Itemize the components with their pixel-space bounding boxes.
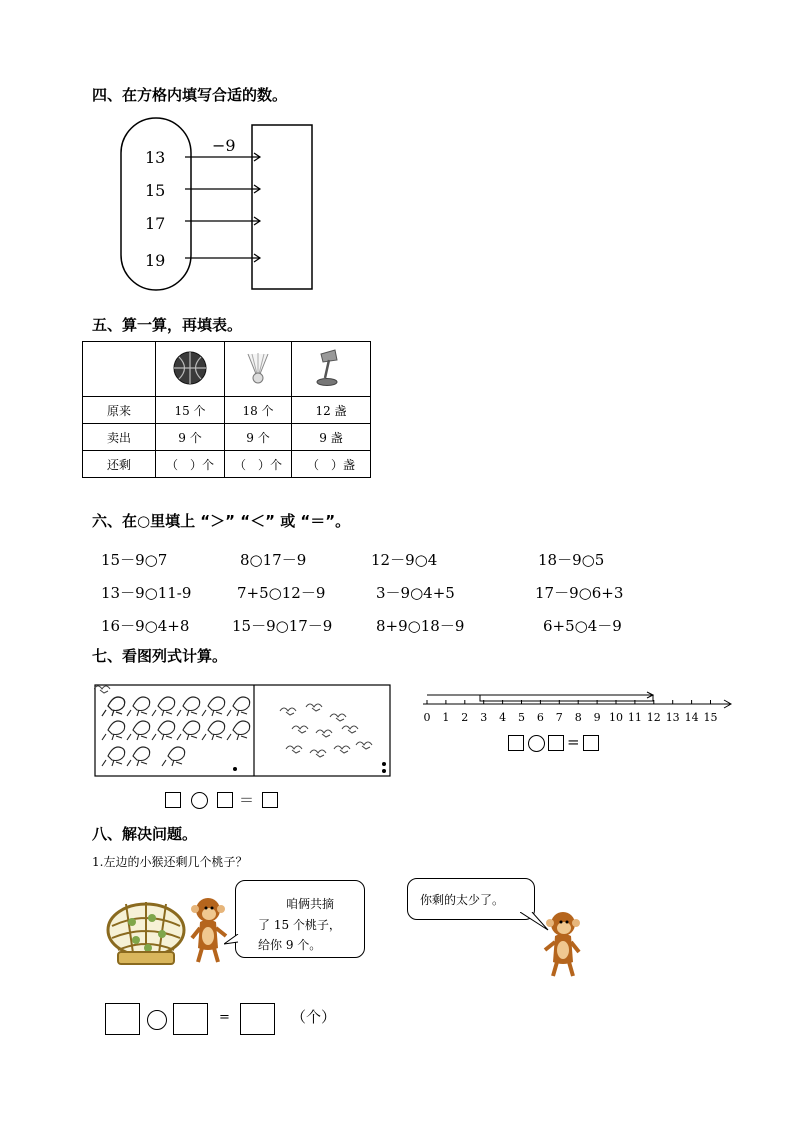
monkey-right-icon (541, 910, 587, 982)
bubble-line: 咱俩共摘 (286, 897, 335, 911)
number-line-tick-label: 5 (518, 711, 525, 724)
compare-item[interactable]: 13－9○11-9 (101, 584, 192, 602)
answer-box[interactable] (508, 735, 524, 751)
number-13: 13 (145, 148, 166, 167)
answer-cell[interactable]: （ ）个 (225, 451, 292, 478)
number-line-tick-label: 12 (646, 711, 661, 724)
row-label-original: 原来 (83, 397, 156, 424)
cell: 9 盏 (292, 424, 371, 451)
answer-box[interactable] (548, 735, 564, 751)
answer-box[interactable] (173, 1003, 208, 1035)
number-line-tick-label: 9 (593, 711, 601, 724)
basketball-icon (156, 342, 225, 397)
bubble-line: 了 15 个桃子， (258, 918, 341, 932)
cell: 15 个 (156, 397, 225, 424)
answer-box[interactable] (217, 792, 233, 808)
answer-circle[interactable] (528, 735, 545, 752)
cell: 12 盏 (292, 397, 371, 424)
cell: 9 个 (156, 424, 225, 451)
bubble-tail (224, 934, 240, 948)
equals-sign: = (567, 733, 580, 751)
compare-item[interactable]: 3－9○4+5 (376, 584, 455, 602)
speech-bubble-left (235, 880, 365, 958)
answer-circle[interactable] (147, 1010, 167, 1030)
desk-lamp-icon (292, 342, 371, 397)
section-5-title: 五、算一算，再填表。 (92, 316, 243, 334)
number-19: 19 (145, 251, 166, 270)
number-line-tick-label: 7 (555, 711, 563, 724)
compare-item[interactable]: 8+9○18－9 (376, 617, 465, 635)
shuttlecock-icon (225, 342, 292, 397)
compare-item[interactable]: 18－9○5 (538, 551, 605, 569)
bubble-line: 你剩的太少了。 (420, 893, 505, 907)
answer-box[interactable] (105, 1003, 140, 1035)
number-line-tick-label: 11 (627, 711, 642, 724)
compare-item[interactable]: 16－9○4+8 (101, 617, 190, 635)
minus-nine-label: −9 (212, 136, 236, 155)
equals-sign: ＝ (239, 791, 255, 809)
answer-cell[interactable]: （ ）盏 (292, 451, 371, 478)
answer-box[interactable] (262, 792, 278, 808)
section-7-title: 七、看图列式计算。 (92, 647, 228, 665)
section-8-title: 八、解决问题。 (92, 825, 198, 843)
answer-circle[interactable] (191, 792, 208, 809)
compare-item[interactable]: 15－9○17－9 (232, 617, 333, 635)
number-line-tick-label: 8 (574, 711, 582, 724)
number-line-tick-label: 2 (461, 711, 469, 724)
compare-item[interactable]: 7+5○12－9 (237, 584, 326, 602)
answer-box[interactable] (165, 792, 181, 808)
number-line-tick-label: 14 (684, 711, 699, 724)
compare-item[interactable]: 12－9○4 (371, 551, 438, 569)
number-line (418, 688, 738, 728)
number-line-tick-label: 13 (665, 711, 680, 724)
birds-picture (94, 684, 392, 778)
question-1: 1.左边的小猴还剩几个桃子？ (92, 855, 248, 869)
answer-box[interactable] (240, 1003, 275, 1035)
unit-label: （个） (291, 1008, 337, 1026)
cell: 9 个 (225, 424, 292, 451)
monkey-left-icon (186, 896, 232, 968)
cell: 18 个 (225, 397, 292, 424)
row-label-sold: 卖出 (83, 424, 156, 451)
number-line-tick-label: 6 (536, 711, 544, 724)
answer-box[interactable] (583, 735, 599, 751)
compare-item[interactable]: 6+5○4－9 (543, 617, 622, 635)
row-label-remaining: 还剩 (83, 451, 156, 478)
number-line-tick-label: 3 (480, 711, 488, 724)
compare-item[interactable]: 8○17－9 (240, 551, 307, 569)
number-17: 17 (145, 214, 166, 233)
peach-basket-icon (104, 890, 188, 974)
compare-item[interactable]: 15－9○7 (101, 551, 168, 569)
compare-item[interactable]: 17－9○6+3 (535, 584, 624, 602)
section-4-title: 四、在方格内填写合适的数。 (92, 86, 288, 104)
sales-table (82, 341, 371, 478)
answer-cell[interactable]: （ ）个 (156, 451, 225, 478)
number-15: 15 (145, 181, 166, 200)
number-line-tick-label: 0 (423, 711, 431, 724)
number-line-tick-label: 15 (703, 711, 718, 724)
number-line-tick-label: 1 (442, 711, 450, 724)
bubble-line: 给你 9 个。 (258, 938, 322, 952)
number-line-tick-label: 10 (609, 711, 623, 724)
number-line-tick-label: 4 (499, 711, 507, 724)
section-6-title: 六、在○里填上 “＞” “＜” 或 “＝”。 (92, 512, 351, 530)
speech-bubble-right (407, 878, 535, 920)
equals-sign: = (219, 1010, 230, 1025)
